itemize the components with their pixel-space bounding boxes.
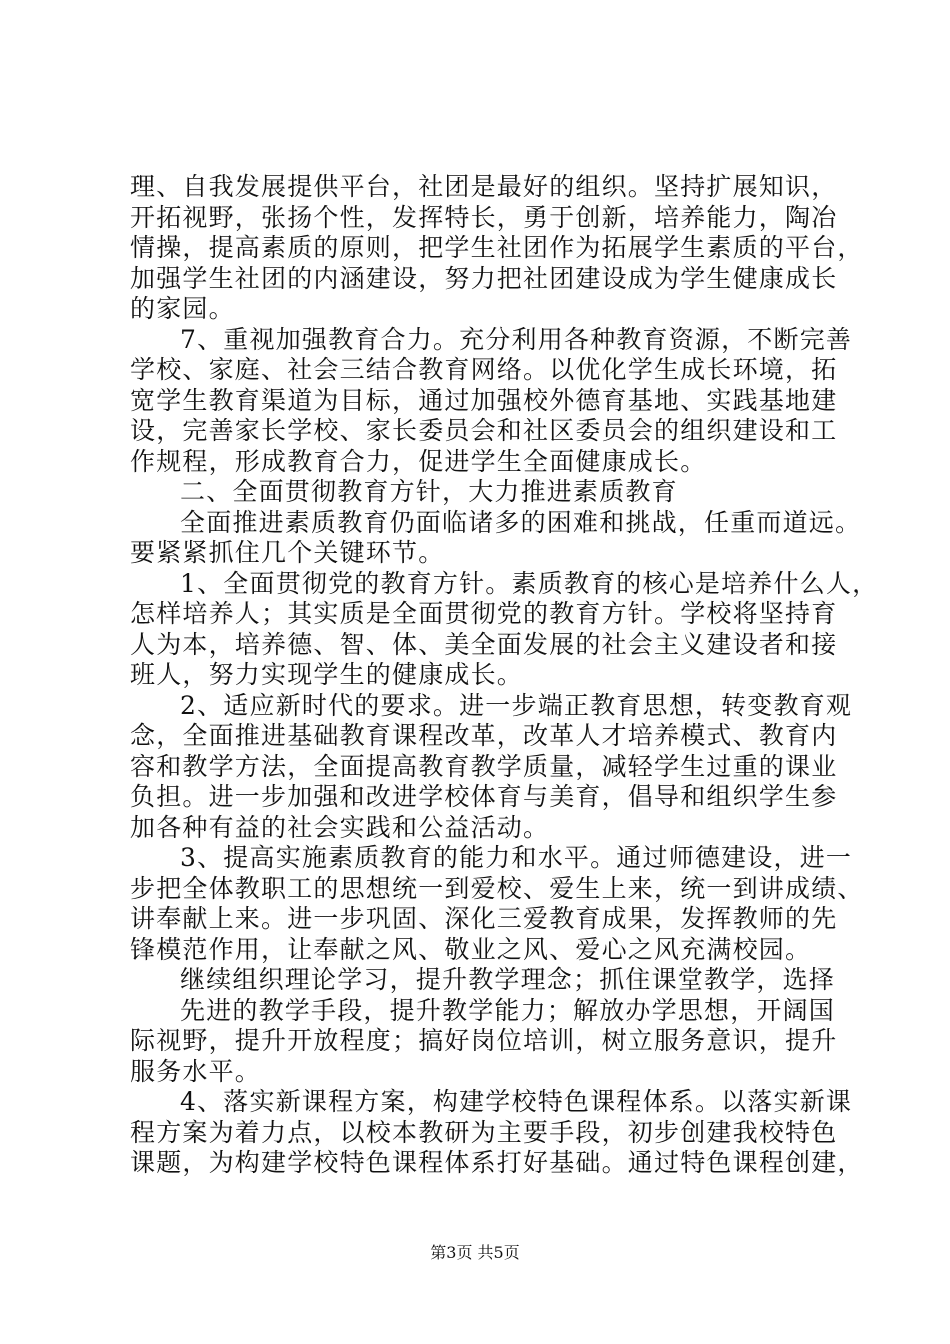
text-line: 怎样培养人；其实质是全面贯彻党的教育方针。学校将坚持育	[130, 599, 838, 628]
text-line: 7、重视加强教育合力。充分利用各种教育资源，不断完善	[180, 324, 853, 354]
text-line: 际视野，提升开放程度；搞好岗位培训，树立服务意识，提升	[130, 1026, 838, 1055]
text-line: 课题，为构建学校特色课程体系打好基础。通过特色课程创建，	[130, 1148, 864, 1177]
text-line: 服务水平。	[130, 1056, 262, 1086]
text-line: 加各种有益的社会实践和公益活动。	[130, 812, 550, 842]
text-line: 讲奉献上来。进一步巩固、深化三爱教育成果，发挥教师的先	[130, 904, 838, 933]
text-line: 先进的教学手段，提升教学能力；解放办学思想，开阔国	[180, 995, 836, 1025]
text-line: 的家园。	[130, 294, 235, 323]
text-line: 全面推进素质教育仍面临诸多的困难和挑战，任重而道远。	[180, 507, 862, 537]
text-line: 情操，提高素质的原则，把学生社团作为拓展学生素质的平台，	[130, 233, 864, 262]
text-line: 2、适应新时代的要求。进一步端正教育思想，转变教育观	[180, 690, 853, 720]
text-line: 要紧紧抓住几个关键环节。	[130, 538, 445, 567]
text-line: 步把全体教职工的思想统一到爱校、爱生上来，统一到讲成绩、	[130, 873, 864, 903]
page-footer: 第3页 共5页	[430, 1243, 520, 1262]
text-line: 人为本，培养德、智、体、美全面发展的社会主义建设者和接	[130, 629, 838, 659]
text-line: 班人，努力实现学生的健康成长。	[130, 660, 524, 689]
text-line: 3、提高实施素质教育的能力和水平。通过师德建设，进一	[180, 843, 853, 872]
text-line: 学校、家庭、社会三结合教育网络。以优化学生成长环境，拓	[130, 355, 838, 384]
text-line: 设，完善家长学校、家长委员会和社区委员会的组织建设和工	[130, 416, 838, 445]
text-line: 容和教学方法，全面提高教育教学质量，减轻学生过重的课业	[130, 751, 838, 781]
text-line: 1、全面贯彻党的教育方针。素质教育的核心是培养什么人，	[180, 568, 879, 598]
text-line: 锋模范作用，让奉献之风、敬业之风、爱心之风充满校园。	[130, 934, 812, 964]
text-line: 继续组织理论学习，提升教学理念；抓住课堂教学，选择	[180, 965, 836, 994]
text-line: 作规程，形成教育合力，促进学生全面健康成长。	[130, 446, 707, 476]
text-line: 4、落实新课程方案，构建学校特色课程体系。以落实新课	[180, 1087, 853, 1116]
text-line: 二、全面贯彻教育方针，大力推进素质教育	[180, 477, 678, 506]
text-line: 程方案为着力点，以校本教研为主要手段，初步创建我校特色	[130, 1117, 838, 1147]
text-line: 负担。进一步加强和改进学校体育与美育，倡导和组织学生参	[130, 782, 838, 811]
text-line: 念，全面推进基础教育课程改革，改革人才培养模式、教育内	[130, 721, 838, 750]
text-line: 加强学生社团的内涵建设，努力把社团建设成为学生健康成长	[130, 263, 838, 293]
text-line: 开拓视野，张扬个性，发挥特长，勇于创新，培养能力，陶冶	[130, 202, 838, 232]
text-line: 宽学生教育渠道为目标，通过加强校外德育基地、实践基地建	[130, 385, 838, 415]
document-body	[130, 172, 879, 1179]
text-line: 理、自我发展提供平台，社团是最好的组织。坚持扩展知识，	[130, 172, 838, 201]
